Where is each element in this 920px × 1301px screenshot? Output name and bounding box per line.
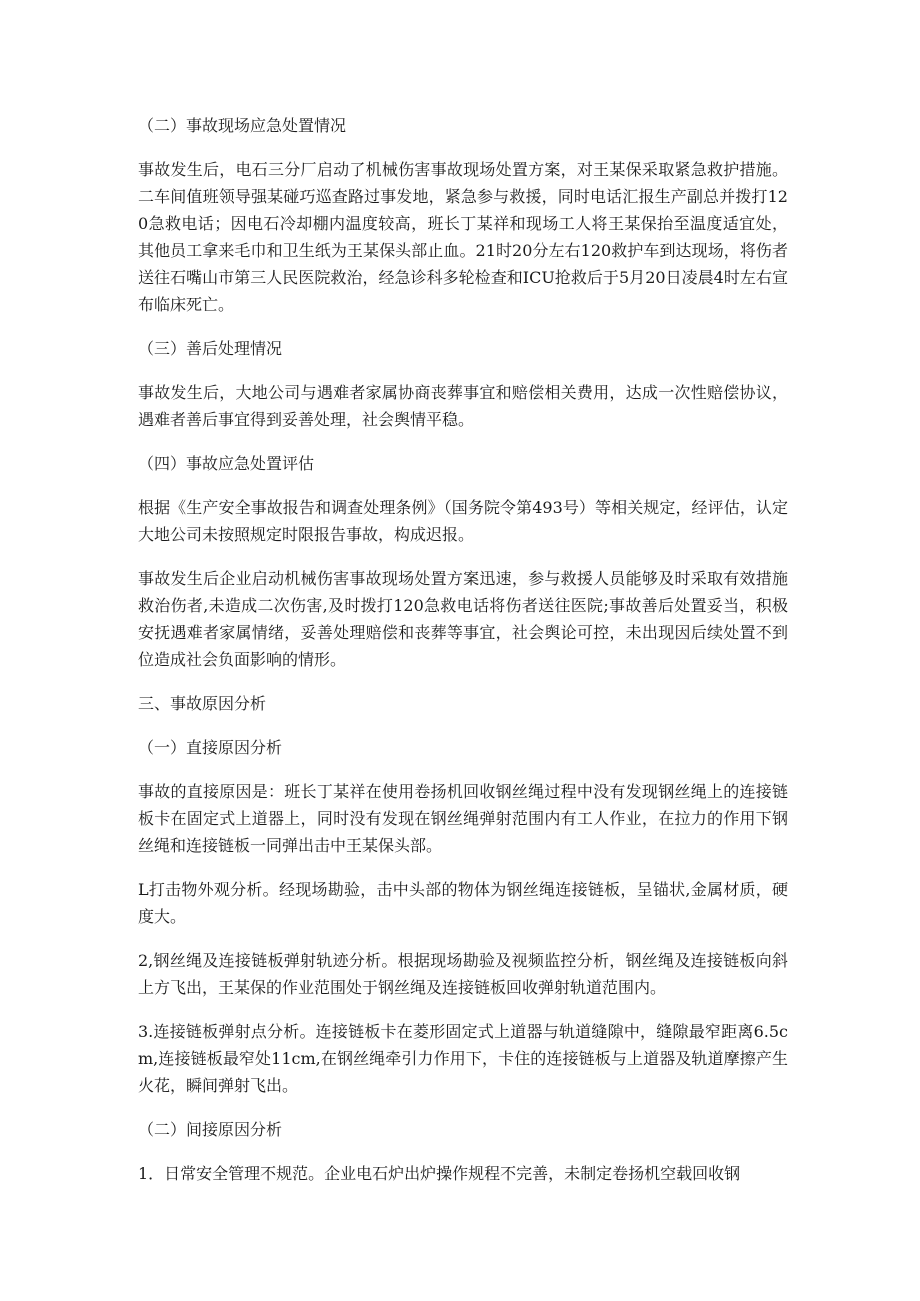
- paragraph-impact-object: L打击物外观分析。经现场勘验，击中头部的物体为钢丝绳连接链板，呈锚状,金属材质，硬度大。: [138, 880, 788, 926]
- section-heading-evaluation: （四）事故应急处置评估: [138, 454, 315, 473]
- paragraph-ejection-point: 3.连接链板弹射点分析。连接链板卡在菱形固定式上道器与轨道缝隙中，缝隙最窄距离6.5cm,连接链板最窄处11cm,在钢丝绳牵引力作用下，卡住的连接链板与上道器及轨道摩擦产生火花，瞬间弹射飞出。: [138, 1022, 788, 1095]
- section-heading-indirect-cause: （二）间接原因分析: [138, 1120, 283, 1139]
- paragraph-emergency-response: 事故发生后，电石三分厂启动了机械伤害事故现场处置方案，对王某保采取紧急救护措施。二车间值班领导强某碰巧巡查路过事发地，紧急参与救援，同时电话汇报生产副总并拨打120急救电话；因电石冷却棚内温度较高，班长丁某祥和现场工人将王某保抬至温度适宜处，其他员工拿来毛巾和卫生纸为王某保头部止血。21时20分左右120救护车到达现场，将伤者送往石嘴山市第三人民医院救治，经急诊科多轮检查和ICU抢救后于5月20日凌晨4时左右宣布临床死亡。: [138, 160, 788, 314]
- section-heading-aftermath: （三）善后处理情况: [138, 339, 283, 358]
- paragraph-evaluation-summary: 事故发生后企业启动机械伤害事故现场处置方案迅速，参与救援人员能够及时采取有效措施救治伤者,未造成二次伤害,及时拨打120急救电话将伤者送往医院;事故善后处置妥当，积极安抚遇难者家属情绪，妥善处理赔偿和丧葬等事宜，社会舆论可控，未出现因后续处置不到位造成社会负面影响的情形。: [138, 569, 788, 669]
- paragraph-aftermath: 事故发生后，大地公司与遇难者家属协商丧葬事宜和赔偿相关费用，达成一次性赔偿协议，遇难者善后事宜得到妥善处理，社会舆情平稳。: [138, 383, 788, 429]
- paragraph-direct-cause: 事故的直接原因是：班长丁某祥在使用卷扬机回收钢丝绳过程中没有发现钢丝绳上的连接链板卡在固定式上道器上，同时没有发现在钢丝绳弹射范围内有工人作业，在拉力的作用下钢丝绳和连接链板一同弹出击中王某保头部。: [138, 782, 788, 855]
- section-heading-emergency-response: （二）事故现场应急处置情况: [138, 116, 347, 135]
- chapter-heading-cause-analysis: 三、事故原因分析: [138, 694, 267, 713]
- document-page: [138, 112, 788, 1187]
- paragraph-trajectory: 2,钢丝绳及连接链板弹射轨迹分析。根据现场勘验及视频监控分析，钢丝绳及连接链板向斜上方飞出，王某保的作业范围处于钢丝绳及连接链板回收弹射轨道范围内。: [138, 951, 788, 997]
- paragraph-evaluation-regulation: 根据《生产安全事故报告和调查处理条例》（国务院令第493号）等相关规定，经评估，认定大地公司未按照规定时限报告事故，构成迟报。: [138, 498, 788, 544]
- section-heading-direct-cause: （一）直接原因分析: [138, 738, 283, 757]
- paragraph-indirect-cause-1: 1．日常安全管理不规范。企业电石炉出炉操作规程不完善，未制定卷扬机空载回收钢: [138, 1164, 741, 1183]
